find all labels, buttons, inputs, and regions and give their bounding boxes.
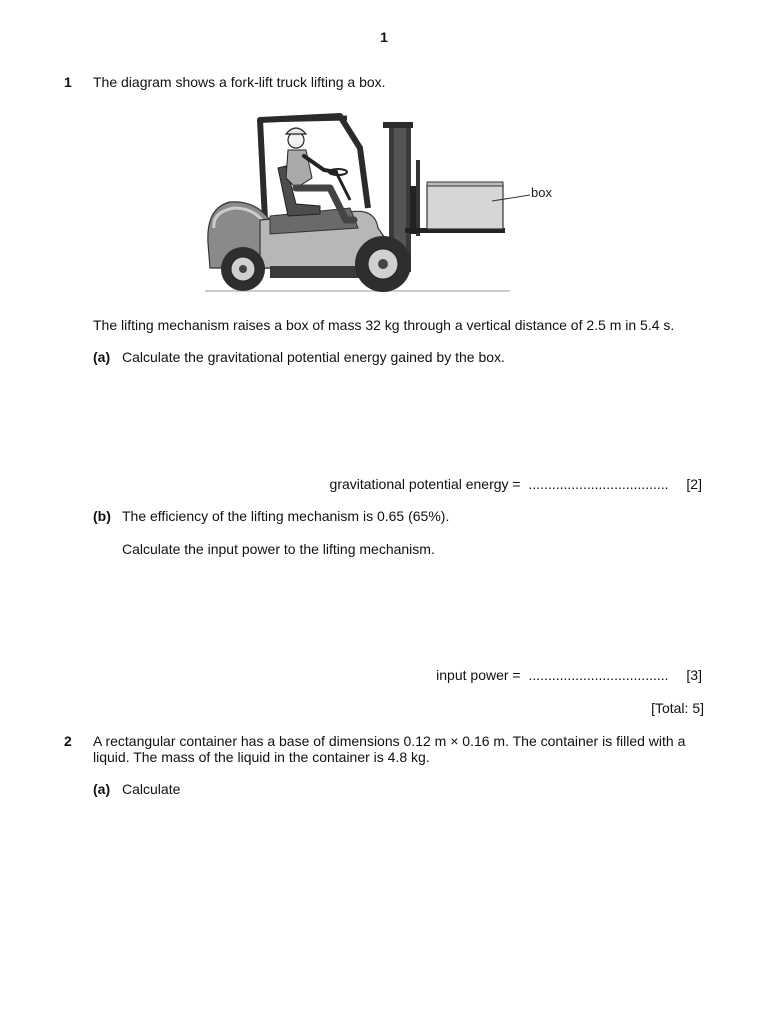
question-1-intro: The diagram shows a fork-lift truck lifting a box.	[93, 74, 386, 90]
answer-line-power	[436, 667, 702, 683]
answer-label-gpe: gravitational potential energy =	[329, 476, 521, 492]
steering-column	[336, 172, 350, 200]
mast-top	[383, 122, 413, 128]
answer-dots-gpe[interactable]: ....................................	[528, 476, 669, 492]
marks-1a: [2]	[686, 476, 702, 492]
part-1b-text-2: Calculate the input power to the lifting mechanism.	[122, 541, 435, 557]
answer-label-power: input power =	[436, 667, 521, 683]
overhead-guard	[260, 116, 368, 220]
marks-1b: [3]	[686, 667, 702, 683]
question-2-stem-line-1: A rectangular container has a base of dimensions 0.12 m × 0.16 m. The container is filled with a	[93, 733, 686, 749]
question-2-stem-line-2: liquid. The mass of the liquid in the container is 4.8 kg.	[93, 749, 430, 765]
question-1-number: 1	[64, 74, 72, 90]
fork-carriage	[410, 186, 416, 234]
box-lid	[427, 182, 503, 186]
answer-line-gpe	[330, 476, 702, 492]
answer-dots-power[interactable]: ....................................	[528, 667, 669, 683]
part-1a-text: Calculate the gravitational potential energy gained by the box.	[122, 349, 505, 365]
box-label: box	[531, 185, 552, 200]
box	[427, 185, 503, 229]
part-1a-label: (a)	[93, 349, 111, 365]
part-1b-label: (b)	[93, 508, 111, 524]
forklift-diagram	[200, 108, 570, 298]
total-marks-q1: [Total: 5]	[651, 700, 704, 716]
part-2a-text: Calculate	[122, 781, 181, 797]
cab-roof	[260, 118, 347, 120]
part-2a-label: (a)	[93, 781, 111, 797]
question-2-number: 2	[64, 733, 72, 749]
front-wheel-center	[378, 259, 388, 269]
question-1-stem: The lifting mechanism raises a box of mass 32 kg through a vertical distance of 2.5 m in 5.4 s.	[93, 317, 675, 333]
rear-wheel-center	[239, 265, 247, 273]
page-number: 1	[380, 29, 388, 45]
part-1b-text-1: The efficiency of the lifting mechanism is 0.65 (65%).	[122, 508, 450, 524]
driver-vest	[286, 150, 312, 188]
hard-hat	[286, 128, 306, 134]
